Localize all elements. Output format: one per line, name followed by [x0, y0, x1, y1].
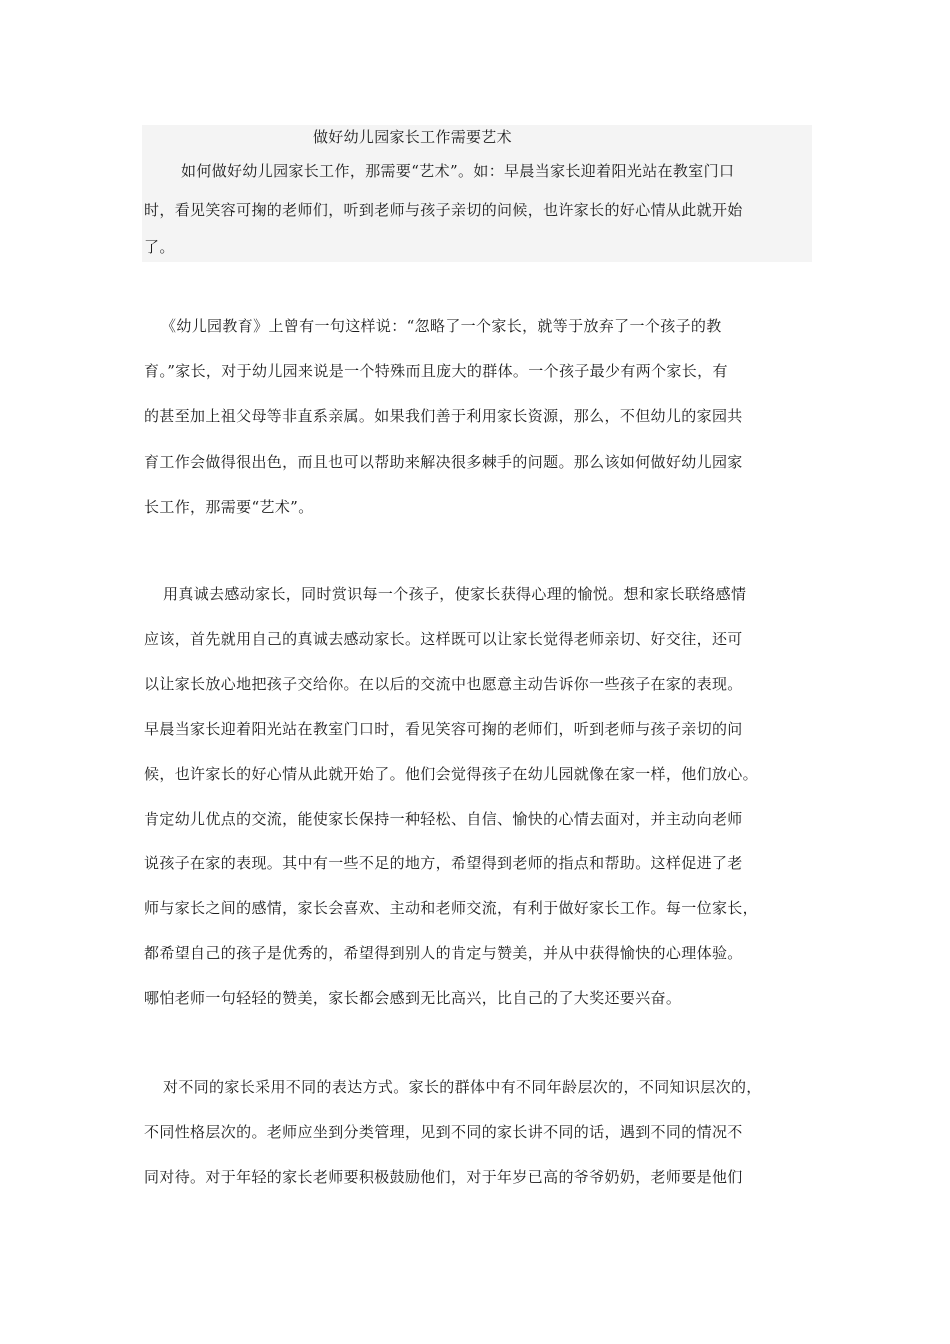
paragraph-line: 说孩子在家的表现。其中有一些不足的地方，希望得到老师的指点和帮助。这样促进了老	[144, 854, 743, 872]
paragraph-line: 以让家长放心地把孩子交给你。在以后的交流中也愿意主动告诉你一些孩子在家的表现。	[144, 675, 743, 693]
intro-line: 如何做好幼儿园家长工作，那需要“艺术”。如：早晨当家长迎着阳光站在教室门口	[181, 162, 735, 180]
paragraph-line: 的甚至加上祖父母等非直系亲属。如果我们善于利用家长资源，那么，不但幼儿的家园共	[144, 407, 743, 425]
paragraph-line: 早晨当家长迎着阳光站在教室门口时，看见笑容可掬的老师们，听到老师与孩子亲切的问	[144, 720, 743, 738]
paragraph-line: 哪怕老师一句轻轻的赞美，家长都会感到无比高兴，比自己的了大奖还要兴奋。	[144, 989, 682, 1007]
paragraph-line: 不同性格层次的。老师应坐到分类管理，见到不同的家长讲不同的话，遇到不同的情况不	[144, 1123, 743, 1141]
intro-line: 时，看见笑容可掬的老师们，听到老师与孩子亲切的问候，也许家长的好心情从此就开始	[144, 201, 743, 219]
paragraph-line: 长工作，那需要“艺术”。	[144, 498, 314, 516]
document-title: 做好幼儿园家长工作需要艺术	[313, 128, 512, 146]
paragraph-line: 肯定幼儿优点的交流，能使家长保持一种轻松、自信、愉快的心情去面对，并主动向老师	[144, 810, 743, 828]
paragraph-line: 师与家长之间的感情，家长会喜欢、主动和老师交流，有利于做好家长工作。每一位家长，	[144, 899, 759, 917]
paragraph-line: 都希望自己的孩子是优秀的，希望得到别人的肯定与赞美，并从中获得愉快的心理体验。	[144, 944, 743, 962]
paragraph-line: 用真诚去感动家长，同时赏识每一个孩子，使家长获得心理的愉悦。想和家长联络感情	[163, 585, 747, 603]
paragraph-line: 育工作会做得很出色，而且也可以帮助来解决很多棘手的问题。那么该如何做好幼儿园家	[144, 453, 743, 471]
intro-line: 了。	[144, 238, 175, 256]
paragraph-line: 候，也许家长的好心情从此就开始了。他们会觉得孩子在幼儿园就像在家一样，他们放心。	[144, 765, 759, 783]
paragraph-line: 《幼儿园教育》上曾有一句这样说：“忽略了一个家长，就等于放弃了一个孩子的教	[161, 317, 722, 335]
paragraph-line: 对不同的家长采用不同的表达方式。家长的群体中有不同年龄层次的，不同知识层次的，	[163, 1078, 762, 1096]
paragraph-line: 应该，首先就用自己的真诚去感动家长。这样既可以让家长觉得老师亲切、好交往，还可	[144, 630, 743, 648]
paragraph-line: 育。”家长，对于幼儿园来说是一个特殊而且庞大的群体。一个孩子最少有两个家长，有	[144, 362, 728, 380]
paragraph-line: 同对待。对于年轻的家长老师要积极鼓励他们，对于年岁已高的爷爷奶奶，老师要是他们	[144, 1168, 743, 1186]
